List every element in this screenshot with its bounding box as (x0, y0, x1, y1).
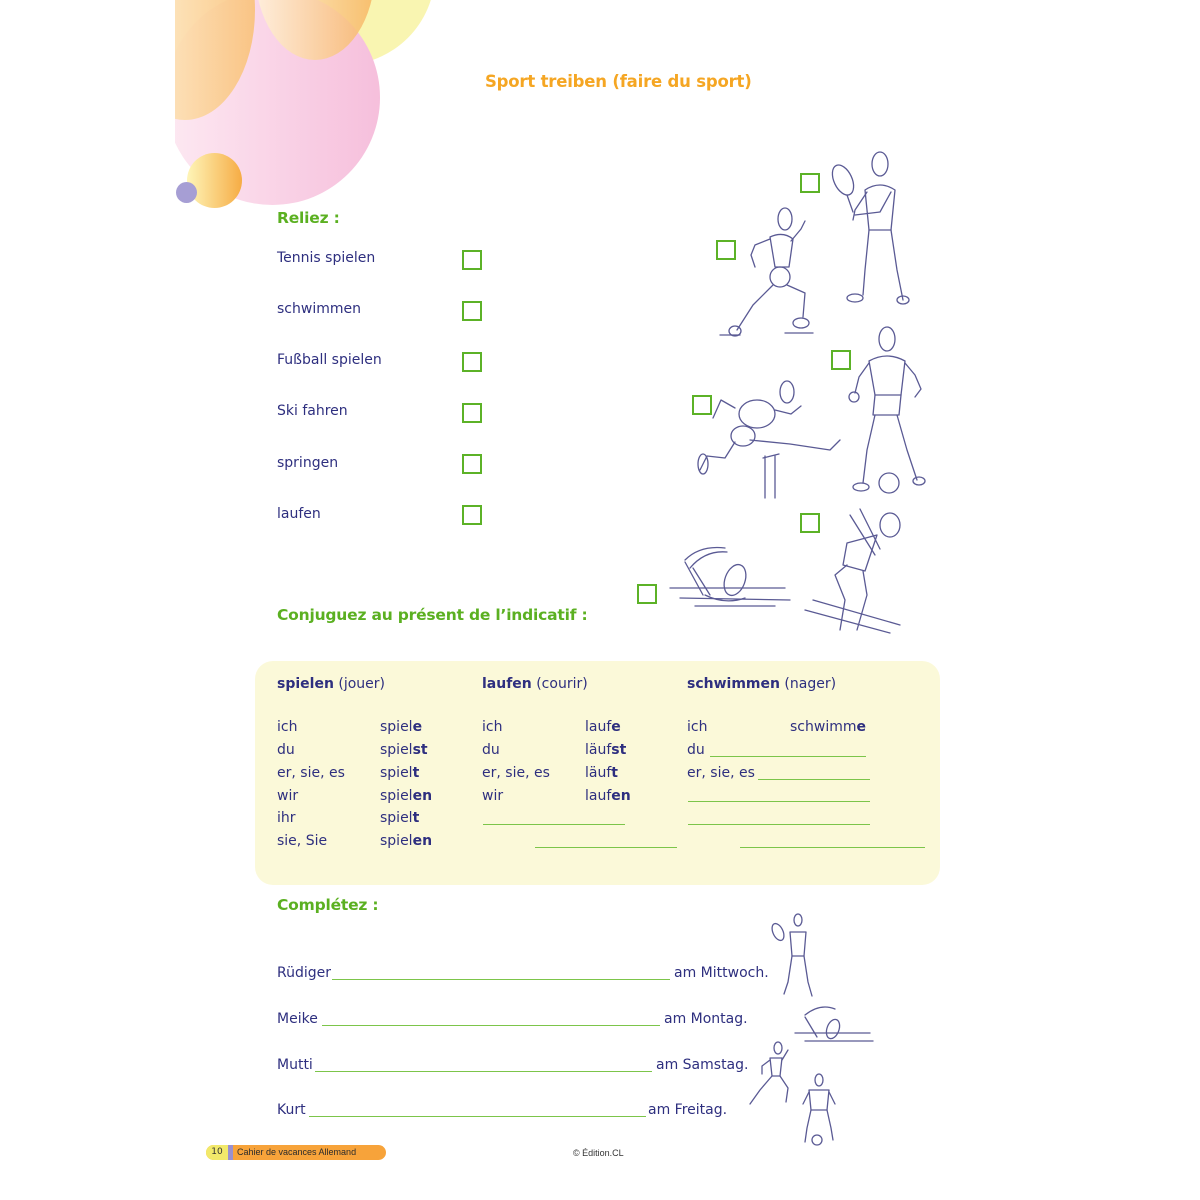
book-title: Cahier de vacances Allemand (237, 1147, 357, 1157)
pronoun: du (482, 742, 500, 758)
reliez-heading: Reliez : (277, 209, 340, 227)
answer-line-kurt[interactable] (309, 1116, 646, 1117)
verb-heading-schwimmen (687, 676, 836, 692)
match-checkbox-fussball[interactable] (462, 352, 482, 372)
small-runner-icon (742, 1040, 797, 1108)
page-title: Sport treiben (faire du sport) (485, 72, 752, 91)
small-swimmer-icon (795, 1003, 875, 1048)
conjugated-form: spielen (380, 833, 433, 849)
pronoun: ich (687, 719, 708, 735)
match-word-springen: springen (277, 455, 339, 471)
pronoun: ich (482, 719, 503, 735)
match-checkbox-tennis[interactable] (462, 250, 482, 270)
tennis-player-icon (825, 150, 915, 310)
pronoun: ich (277, 719, 298, 735)
footer-book-badge (206, 1145, 386, 1160)
answer-line-ruediger[interactable] (332, 979, 670, 980)
pronoun: du (687, 742, 705, 758)
verb-ending: en (412, 788, 433, 804)
sentence-subject: Meike (277, 1011, 318, 1027)
sentence-ending: am Montag. (664, 1011, 748, 1027)
verb-infinitive: spielen (277, 676, 334, 692)
match-word-ski: Ski fahren (277, 403, 348, 419)
match-word-laufen: laufen (277, 506, 321, 522)
conjugation-heading: Conjuguez au présent de l’indicatif : (277, 606, 588, 624)
conjugated-form: spielst (380, 742, 428, 758)
match-checkbox-ski[interactable] (462, 403, 482, 423)
pronoun: er, sie, es (277, 765, 345, 781)
page-number: 10 (206, 1145, 228, 1160)
verb-ending: en (412, 833, 433, 849)
verb-ending: e (412, 719, 423, 735)
pronoun: wir (277, 788, 299, 804)
pronoun: er, sie, es (687, 765, 755, 781)
verb-ending: t (412, 810, 420, 826)
verb-ending: e (856, 719, 866, 735)
football-player-icon (845, 325, 930, 495)
conjugated-form: laufen (585, 788, 631, 804)
verb-ending: t (412, 765, 420, 781)
footer-divider (228, 1145, 233, 1160)
sentence-subject: Mutti (277, 1057, 313, 1073)
answer-line-schwimmen-wir[interactable] (688, 801, 870, 802)
runner-icon (715, 205, 825, 340)
verb-translation: (nager) (784, 676, 837, 692)
verb-heading-spielen (277, 676, 385, 692)
decorative-bubbles (175, 0, 435, 215)
match-checkbox-schwimmen[interactable] (462, 301, 482, 321)
conjugated-form: spielt (380, 765, 420, 781)
verb-ending: t (611, 765, 618, 781)
small-tennis-player-icon (768, 912, 818, 1000)
match-checkbox-springen[interactable] (462, 454, 482, 474)
verb-heading-laufen (482, 676, 588, 692)
pronoun: wir (482, 788, 504, 804)
picture-checkbox-tennis[interactable] (800, 173, 820, 193)
answer-line-mutti[interactable] (315, 1071, 652, 1072)
conjugated-form: spielen (380, 788, 433, 804)
skier-icon (805, 505, 905, 640)
match-checkbox-laufen[interactable] (462, 505, 482, 525)
answer-line-schwimmen-du[interactable] (710, 756, 866, 757)
sentence-ending: am Freitag. (648, 1102, 728, 1118)
pronoun: ihr (277, 810, 296, 826)
verb-translation: (courir) (536, 676, 588, 692)
sentence-ending: am Mittwoch. (674, 965, 769, 981)
sentence-subject: Rüdiger (277, 965, 332, 981)
answer-line-laufen-ihr[interactable] (483, 824, 625, 825)
verb-ending: st (611, 742, 627, 758)
conjugated-form: laufe (585, 719, 621, 735)
small-football-player-icon (797, 1072, 837, 1147)
hurdle-jumper-icon (695, 378, 845, 503)
answer-line-schwimmen-ihr[interactable] (688, 824, 870, 825)
conjugated-form: spielt (380, 810, 420, 826)
verb-ending: e (611, 719, 621, 735)
picture-checkbox-swim[interactable] (637, 584, 657, 604)
match-word-schwimmen: schwimmen (277, 301, 361, 317)
pronoun: sie, Sie (277, 833, 328, 849)
verb-ending: st (412, 742, 428, 758)
conjugated-form: läuft (585, 765, 618, 781)
match-word-tennis: Tennis spielen (277, 250, 376, 266)
sentence-subject: Kurt (277, 1102, 306, 1118)
conjugated-form: schwimme (790, 719, 866, 735)
sentence-ending: am Samstag. (656, 1057, 749, 1073)
copyright: © Édition.CL (573, 1148, 624, 1158)
pronoun: du (277, 742, 295, 758)
answer-line-laufen-sie[interactable] (535, 847, 677, 848)
verb-infinitive: laufen (482, 676, 532, 692)
answer-line-schwimmen-sie[interactable] (740, 847, 925, 848)
verb-ending: en (611, 788, 631, 804)
conjugated-form: läufst (585, 742, 627, 758)
answer-line-schwimmen-er[interactable] (758, 779, 870, 780)
match-word-fussball: Fußball spielen (277, 352, 382, 368)
verb-translation: (jouer) (338, 676, 385, 692)
conjugated-form: spiele (380, 719, 423, 735)
verb-infinitive: schwimmen (687, 676, 780, 692)
swimmer-icon (665, 540, 795, 610)
answer-line-meike[interactable] (322, 1025, 660, 1026)
complete-heading: Complétez : (277, 896, 379, 914)
pronoun: er, sie, es (482, 765, 550, 781)
